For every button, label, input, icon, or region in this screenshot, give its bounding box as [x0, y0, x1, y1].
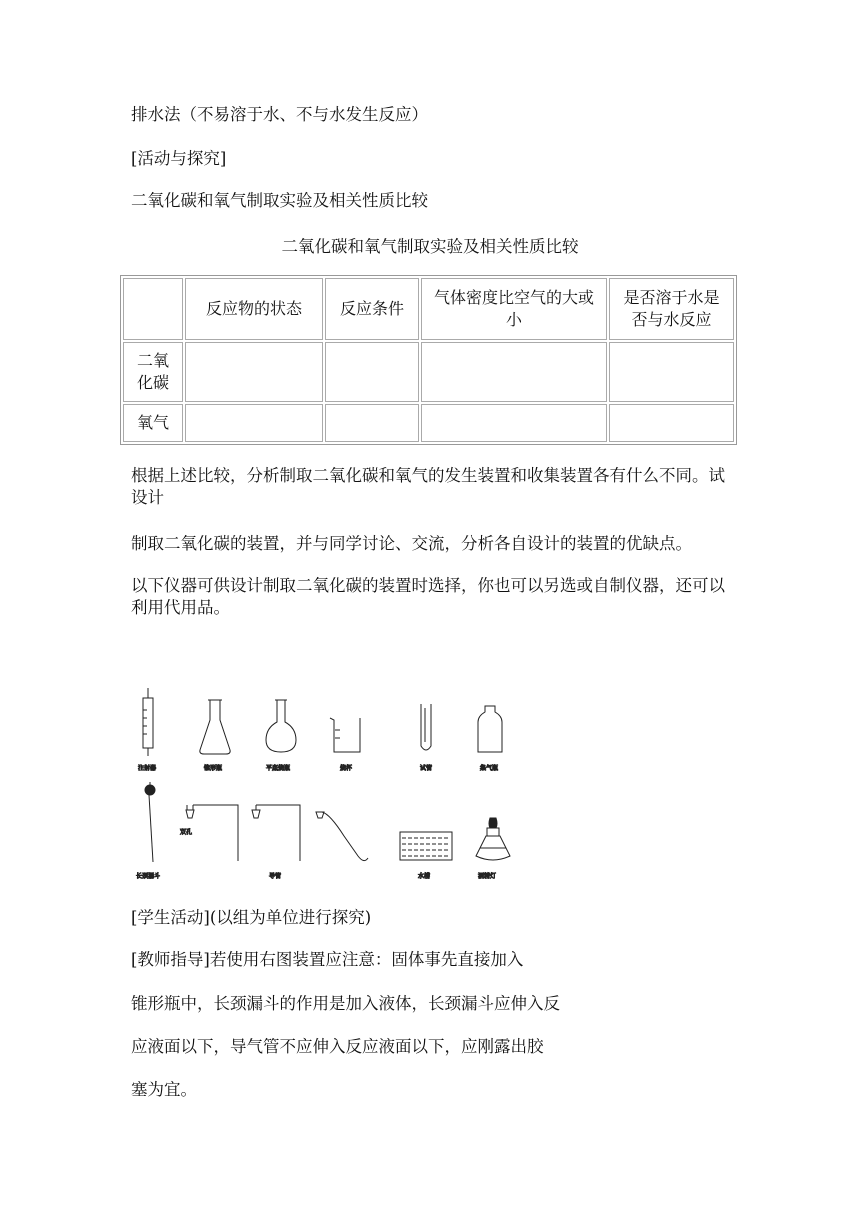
funnel-icon	[145, 782, 155, 862]
text-paragraph-compare: 根据上述比较，分析制取二氧化碳和氧气的发生装置和收集装置各有什么不同。试设计	[131, 466, 725, 507]
flat-flask-icon	[266, 700, 296, 752]
table-cell	[609, 404, 734, 442]
text-guidance-line3: 应液面以下，导气管不应伸入反应液面以下，应刚露出胶	[131, 1037, 544, 1056]
syringe-icon	[143, 688, 153, 756]
beaker-icon	[330, 718, 360, 752]
text-drainage-method: 排水法（不易溶于水、不与水发生反应）	[131, 105, 428, 124]
text-guidance-line2: 锥形瓶中，长颈漏斗的作用是加入液体，长颈漏斗应伸入反	[131, 994, 560, 1013]
table-header-cell: 是否溶于水是否与水反应	[609, 278, 734, 340]
water-trough-icon	[400, 832, 452, 860]
text-guidance-line4: 塞为宜。	[131, 1080, 197, 1099]
bent-tube-icon	[252, 805, 300, 861]
table-cell	[325, 342, 419, 402]
text-section-title: 二氧化碳和氧气制取实验及相关性质比较	[131, 191, 428, 210]
text-activity-heading: [活动与探究]	[131, 149, 227, 168]
table-cell	[325, 404, 419, 442]
label-water-trough: 水槽	[418, 873, 431, 880]
text-paragraph-design: 制取二氧化碳的装置，并与同学讨论、交流，分析各自设计的装置的优缺点。	[131, 534, 692, 553]
label-alcohol-lamp: 酒精灯	[478, 873, 497, 880]
gas-bottle-icon	[478, 706, 502, 752]
text-student-activity: [学生活动](以组为单位进行探究)	[131, 908, 372, 927]
table-header-cell: 反应物的状态	[185, 278, 323, 340]
table-header-cell: 反应条件	[325, 278, 419, 340]
table-cell	[185, 342, 323, 402]
alcohol-lamp-icon	[476, 818, 510, 860]
label-double-hole: 双孔	[180, 829, 193, 836]
text-paragraph-instruments: 以下仪器可供设计制取二氧化碳的装置时选择，你也可以另选或自制仪器，还可以利用代用品。	[131, 576, 725, 617]
conical-flask-icon	[200, 700, 230, 754]
label-beaker: 烧杯	[340, 765, 353, 772]
table-header-cell: 气体密度比空气的大或小	[421, 278, 607, 340]
label-tube: 导管	[269, 873, 282, 880]
label-funnel: 长颈漏斗	[136, 873, 161, 880]
label-syringe: 注射器	[138, 765, 157, 772]
table-row	[123, 342, 734, 402]
table-cell	[185, 404, 323, 442]
label-test-tube: 试管	[420, 765, 433, 772]
table-cell	[609, 342, 734, 402]
test-tube-icon	[421, 704, 431, 750]
label-flat-flask: 平底烧瓶	[266, 765, 291, 772]
table-cell	[421, 404, 607, 442]
table-header-cell	[123, 278, 183, 340]
text-teacher-guidance: [教师指导]若使用右图装置应注意：固体事先直接加入	[131, 950, 524, 969]
stopper-tube-icon	[186, 805, 238, 861]
curved-tube-icon	[316, 812, 368, 861]
table-title: 二氧化碳和氧气制取实验及相关性质比较	[281, 237, 579, 256]
label-gas-bottle: 集气瓶	[480, 765, 499, 772]
table-cell	[421, 342, 607, 402]
row-label: 氧气	[123, 404, 183, 442]
label-conical-flask: 锥形瓶	[204, 765, 223, 772]
apparatus-illustration	[130, 686, 530, 886]
comparison-table	[120, 275, 737, 445]
table-row	[123, 404, 734, 442]
table-header-row	[123, 278, 734, 340]
row-label: 二氧化碳	[123, 342, 183, 402]
